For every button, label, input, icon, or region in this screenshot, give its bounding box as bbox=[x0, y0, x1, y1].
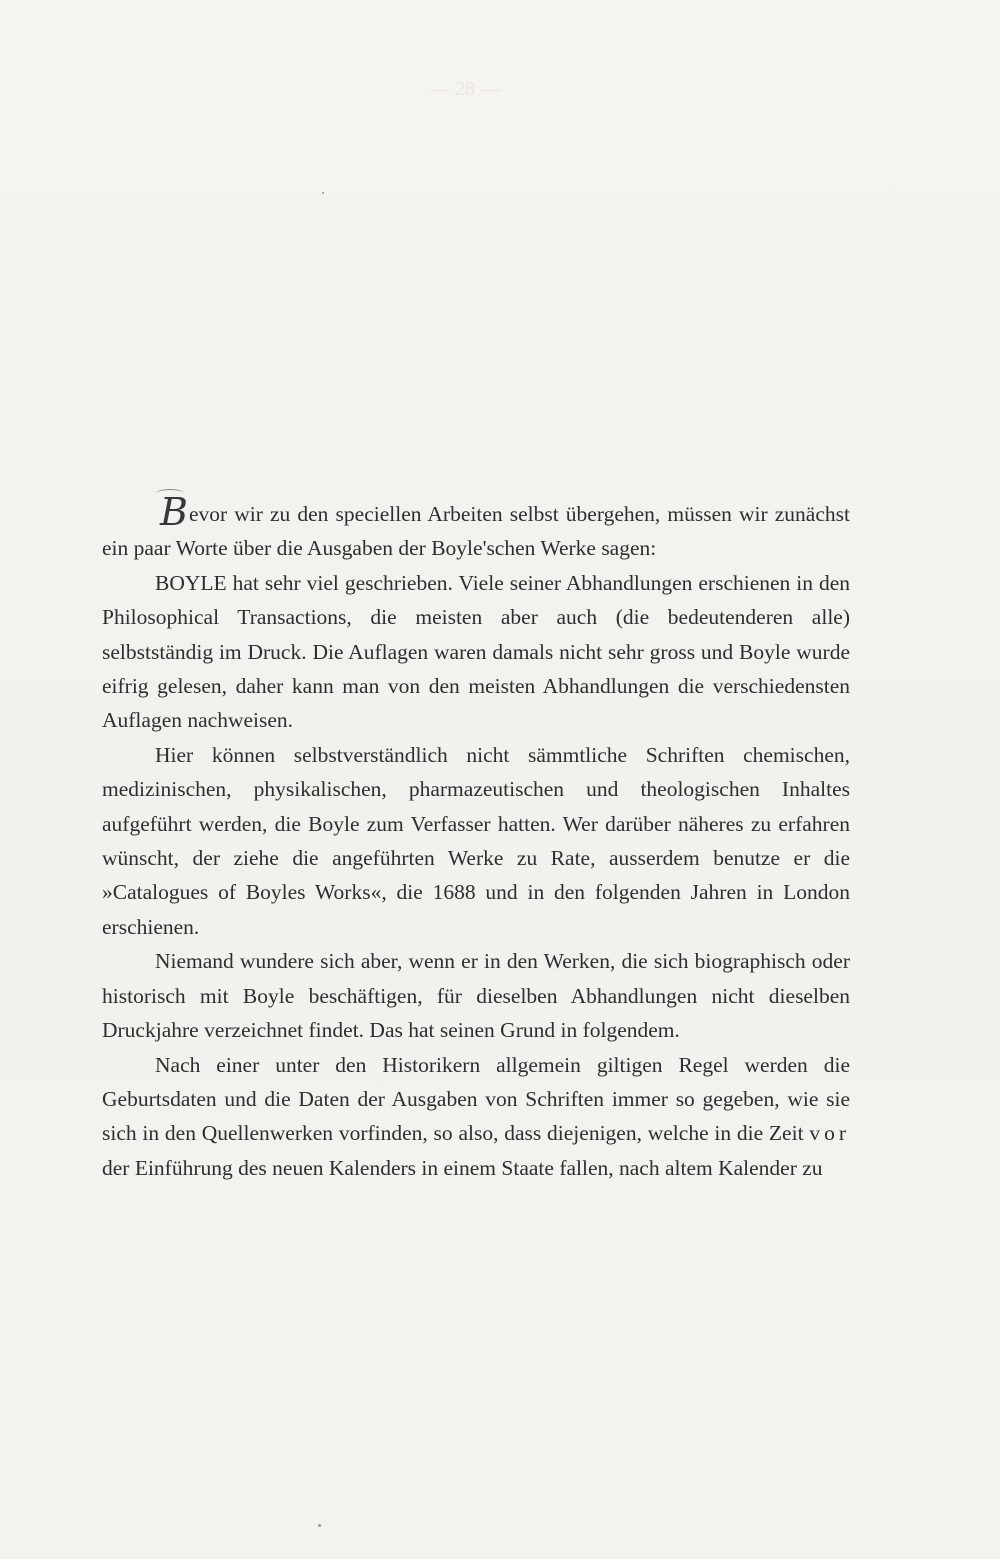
paragraph-text: Nach einer unter den Historikern allgemein giltigen Regel werden die Geburtsdaten und die Daten der Ausgaben von Schriften immer so gegeben, wie sie sich in den Quellenwerken vorfinden, so also, dass diejenigen, welche in die Zeit bbox=[102, 1052, 850, 1146]
paragraph-text: evor wir zu den speciellen Arbeiten selbst übergehen, müssen wir zunächst ein paar Worte über die Ausgaben der Boyle'schen Werke sagen: bbox=[102, 502, 850, 561]
paragraph-print-years: Niemand wundere sich aber, wenn er in den Werken, die sich biographisch oder historisch mit Boyle beschäftigen, für dieselben Abhandlungen nicht dieselben Druckjahre verzeichnet findet. Das hat seinen Grund in folgendem. bbox=[102, 949, 850, 1043]
paper-speck bbox=[318, 1524, 321, 1527]
paragraph-boyle-writings: BOYLE hat sehr viel geschrieben. Viele seiner Abhandlungen erschienen in den Philosophical Transactions, die meisten aber auch (die bedeutenderen alle) selbstständig im Druck. Die Auflagen waren damals nicht sehr gross und Boyle wurde eifrig gelesen, daher kann man von den meisten Abhandlungen die verschiedensten Auflagen nachweisen. bbox=[102, 570, 850, 733]
emphasized-word: vor bbox=[809, 1121, 850, 1146]
paragraph-text: der Einführung des neuen Kalenders in einem Staate fallen, nach altem Kalender zu bbox=[102, 1155, 823, 1180]
paragraph-writings-selection: Hier können selbstverständlich nicht sämmtliche Schriften chemischen, medizinischen, physikalischen, pharmazeutischen und theologischen Inhaltes aufgeführt werden, die Boyle zum Verfasser hatten. Wer darüber näheres zu erfahren wünscht, der ziehe die angeführten Werke zu Rate, ausserdem benutze er die »Catalogues of Boyles Works«, die 1688 und in den folgenden Jahren in London erschienen. bbox=[102, 742, 850, 939]
paper-speck bbox=[322, 192, 324, 194]
paragraph-intro bbox=[102, 490, 850, 566]
ornamental-initial: B bbox=[160, 490, 188, 534]
body-text bbox=[102, 490, 850, 1185]
paragraph-calendar-rule bbox=[102, 1048, 850, 1186]
bleed-through-page-number: — 28 — bbox=[430, 78, 500, 100]
